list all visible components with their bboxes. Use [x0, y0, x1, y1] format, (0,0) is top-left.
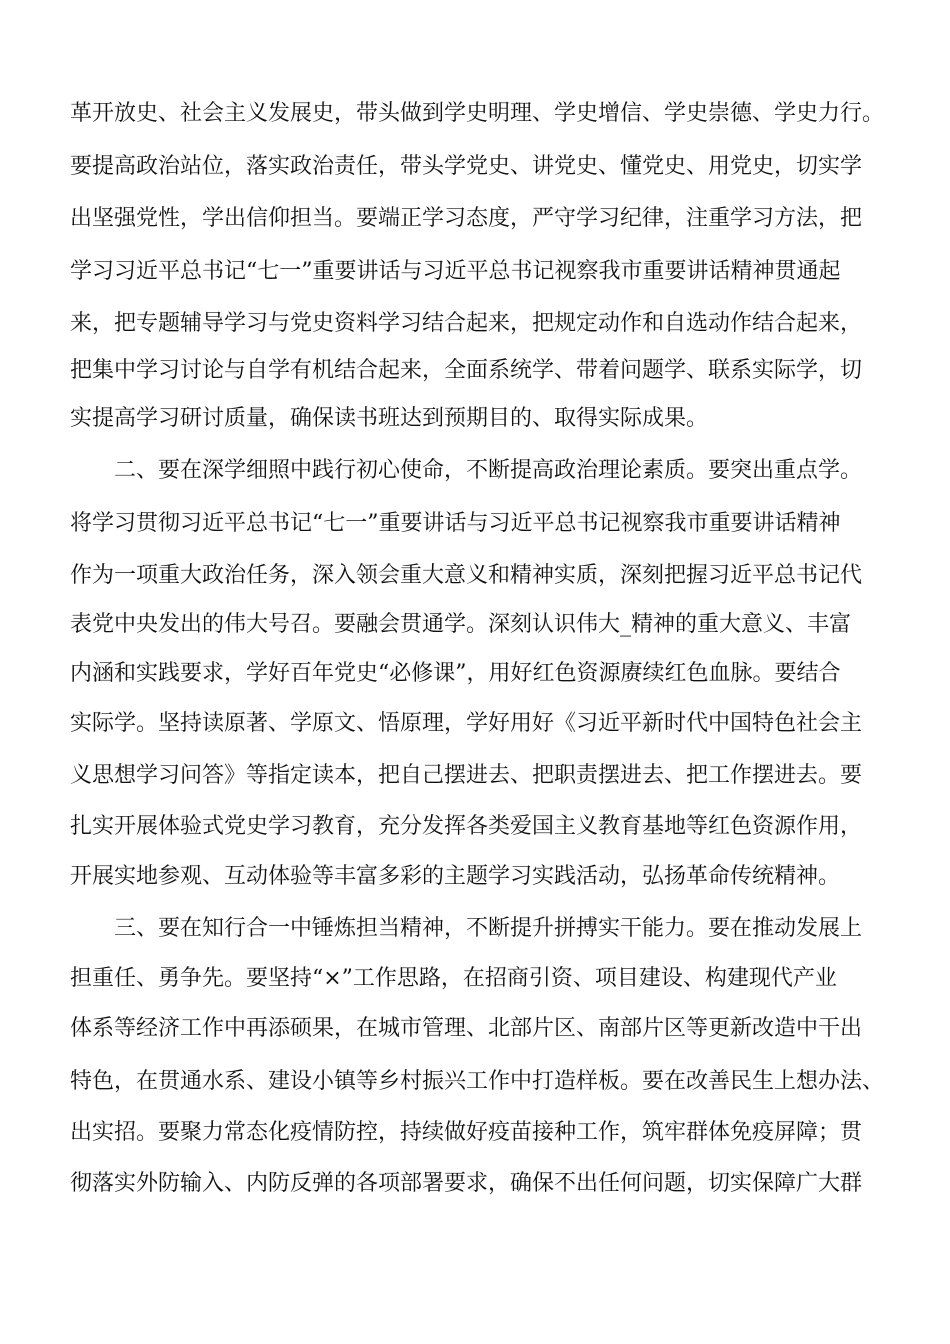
text-line: 作为一项重大政治任务，深入领会重大意义和精神实质，深刻把握习近平总书记代 — [70, 563, 863, 588]
text-line: 特色，在贯通水系、建设小镇等乡村振兴工作中打造样板。要在改善民生上想办法、 — [70, 1069, 885, 1094]
text-line: 把集中学习讨论与自学有机结合起来，全面系统学、带着问题学、联系实际学，切 — [70, 358, 863, 383]
text-line: 出坚强党性，学出信仰担当。要端正学习态度，严守学习纪律，注重学习方法，把 — [70, 206, 863, 231]
text-line: 开展实地参观、互动体验等丰富多彩的主题学习实践活动，弘扬革命传统精神。 — [70, 864, 841, 889]
paragraph-heading: 三、要在知行合一中锤炼担当精神，不断提升拼搏实干能力。要在推动发展上 — [114, 916, 863, 941]
text-line: 革开放史、社会主义发展史，带头做到学史明理、学史增信、学史崇德、学史力行。 — [70, 101, 885, 126]
paragraph-heading: 二、要在深学细照中践行初心使命，不断提高政治理论素质。要突出重点学。 — [114, 458, 863, 483]
text-line: 内涵和实践要求，学好百年党史“必修课”，用好红色资源赓续红色血脉。要结合 — [70, 661, 841, 686]
text-line: 义思想学习问答》等指定读本，把自己摆进去、把职责摆进去、把工作摆进去。要 — [70, 763, 863, 788]
text-line: 担重任、勇争先。要坚持“×”工作思路，在招商引资、项目建设、构建现代产业 — [70, 966, 837, 991]
text-line: 学习习近平总书记“七一”重要讲话与习近平总书记视察我市重要讲话精神贯通起 — [70, 259, 841, 284]
text-line: 实际学。坚持读原著、学原文、悟原理，学好用好《习近平新时代中国特色社会主 — [70, 711, 863, 736]
text-line: 彻落实外防输入、内防反弹的各项部署要求，确保不出任何问题，切实保障广大群 — [70, 1171, 863, 1196]
text-line: 表党中央发出的伟大号召。要融会贯通学。深刻认识伟大_精神的重大意义、丰富 — [70, 612, 852, 637]
text-line: 来，把专题辅导学习与党史资料学习结合起来，把规定动作和自选动作结合起来， — [70, 311, 863, 336]
text-line: 实提高学习研讨质量，确保读书班达到预期目的、取得实际成果。 — [70, 406, 709, 431]
text-line: 要提高政治站位，落实政治责任，带头学党史、讲党史、懂党史、用党史，切实学 — [70, 154, 863, 179]
text-line: 出实招。要聚力常态化疫情防控，持续做好疫苗接种工作，筑牢群体免疫屏障；贯 — [70, 1120, 863, 1145]
text-line: 体系等经济工作中再添硕果，在城市管理、北部片区、南部片区等更新改造中干出 — [70, 1016, 863, 1041]
text-line: 扎实开展体验式党史学习教育，充分发挥各类爱国主义教育基地等红色资源作用， — [70, 814, 863, 839]
text-line: 将学习贯彻习近平总书记“七一”重要讲话与习近平总书记视察我市重要讲话精神 — [70, 511, 841, 536]
